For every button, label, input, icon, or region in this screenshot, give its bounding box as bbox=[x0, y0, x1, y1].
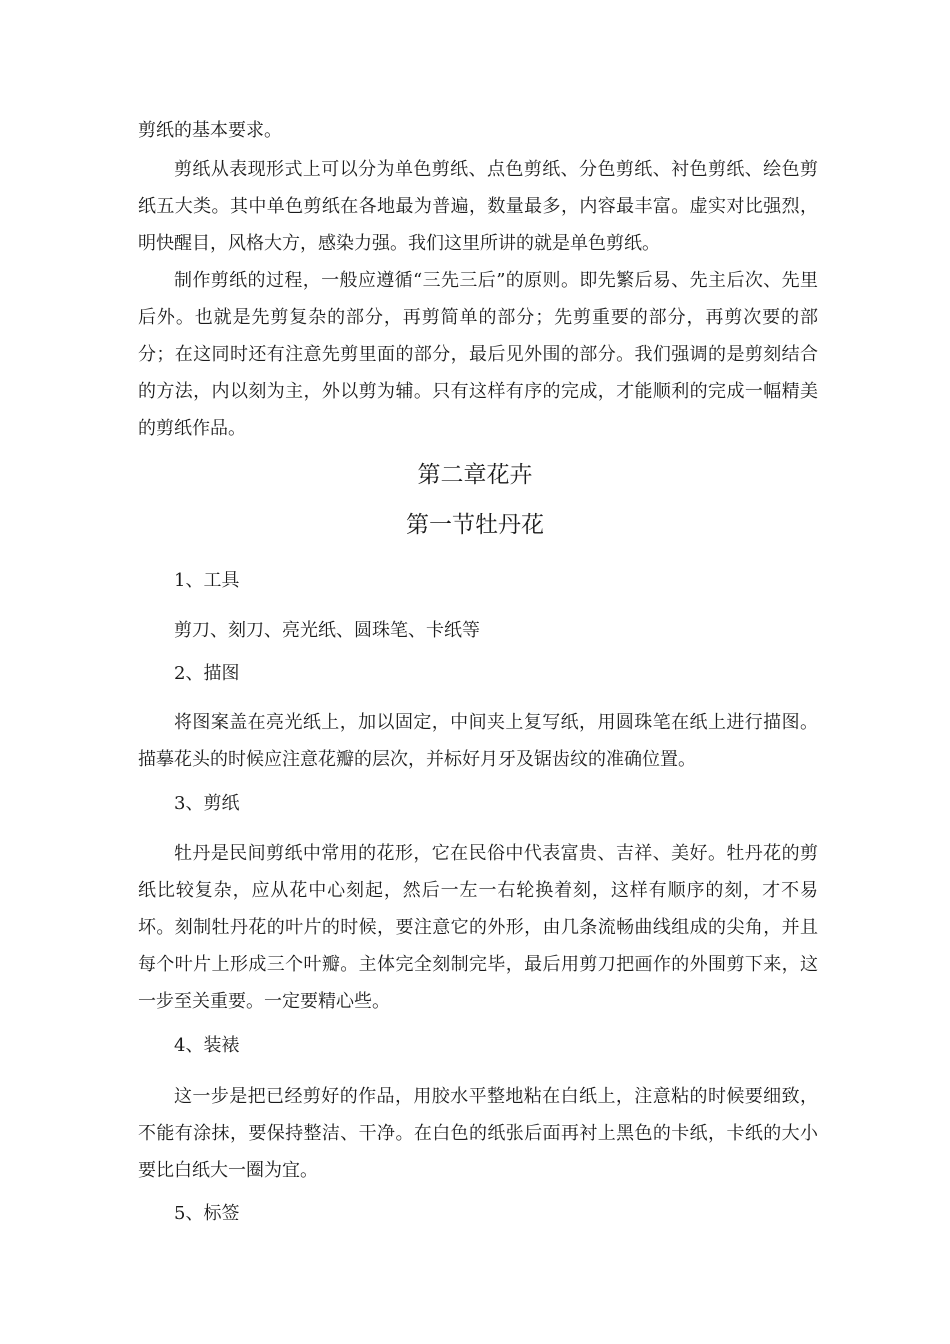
section-title: 第一节牡丹花 bbox=[406, 512, 544, 538]
item-4-text: 这一步是把已经剪好的作品，用胶水平整地粘在白纸上，注意粘的时候要细致，不能有涂抹，要保持整洁、干净。在白色的纸张后面再衬上黑色的卡纸，卡纸的大小要比白纸大一圈为宜。 bbox=[138, 1086, 818, 1181]
paragraph-process: 制作剪纸的过程，一般应遵循“三先三后”的原则。即先繁后易、先主后次、先里后外。也就是先剪复杂的部分，再剪简单的部分；先剪重要的部分，再剪次要的部分；在这同时还有注意先剪里面的部分，最后见外围的部分。我们强调的是剪刻结合的方法，内以刻为主，外以剪为辅。只有这样有序的完成，才能顺利的完成一幅精美的剪纸作品。 bbox=[138, 270, 818, 439]
item-4-label: 4、装裱 bbox=[174, 1035, 240, 1056]
item-5-label: 5、标签 bbox=[174, 1203, 240, 1224]
item-1-text: 剪刀、刻刀、亮光纸、圆珠笔、卡纸等 bbox=[174, 620, 480, 641]
item-2-label: 2、描图 bbox=[174, 663, 240, 684]
paragraph-paper-cut-types: 剪纸从表现形式上可以分为单色剪纸、点色剪纸、分色剪纸、衬色剪纸、绘色剪纸五大类。其中单色剪纸在各地最为普遍，数量最多，内容最丰富。虚实对比强烈，明快醒目，风格大方，感染力强。我们这里所讲的就是单色剪纸。 bbox=[138, 159, 818, 254]
chapter-title: 第二章花卉 bbox=[417, 462, 533, 488]
item-1-label: 1、工具 bbox=[174, 570, 240, 591]
item-3-text: 牡丹是民间剪纸中常用的花形，它在民俗中代表富贵、吉祥、美好。牡丹花的剪纸比较复杂，应从花中心刻起，然后一左一右轮换着刻，这样有顺序的刻，才不易坏。刻制牡丹花的叶片的时候，要注意它的外形，由几条流畅曲线组成的尖角，并且每个叶片上形成三个叶瓣。主体完全刻制完毕，最后用剪刀把画作的外围剪下来，这一步至关重要。一定要精心些。 bbox=[138, 843, 818, 1012]
paragraph-intro-end: 剪纸的基本要求。 bbox=[138, 120, 282, 141]
item-3-label: 3、剪纸 bbox=[174, 793, 240, 814]
item-2-text: 将图案盖在亮光纸上，加以固定，中间夹上复写纸，用圆珠笔在纸上进行描图。描摹花头的时候应注意花瓣的层次，并标好月牙及锯齿纹的准确位置。 bbox=[138, 712, 818, 770]
